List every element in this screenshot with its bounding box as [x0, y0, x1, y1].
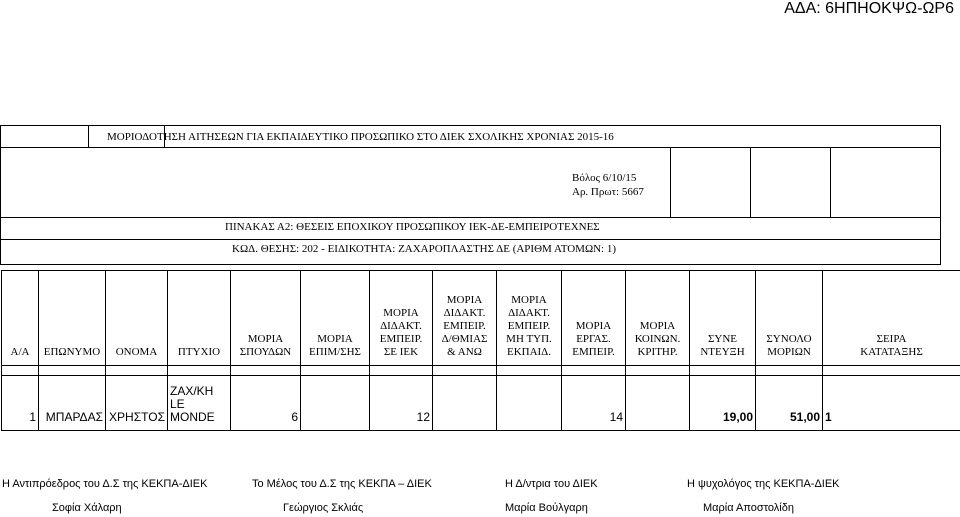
column-header: ΜΟΡΙΑ ΕΡΓΑΣ. ΕΜΠΕΙΡ.	[562, 271, 626, 366]
cell-teach-secondary	[433, 376, 497, 431]
cell-teach-iek: 12	[370, 376, 433, 431]
place-date: Βόλος 6/10/15	[572, 172, 637, 184]
header-rule	[0, 147, 941, 148]
header-divider	[670, 147, 671, 217]
column-header: ΕΠΩΝΥΜΟ	[39, 271, 106, 366]
document-title: ΜΟΡΙΟΔΟΤΗΣΗ ΑΙΤΗΣΕΩΝ ΓΙΑ ΕΚΠΑΙΔΕΥΤΙΚΟ ΠΡΟΣΩΠΙΚΟ ΣΤΟ ΔΙΕΚ ΣΧΟΛΙΚΗΣ ΧΡΟΝΙΑΣ 2015-16	[107, 131, 614, 143]
column-header: ΜΟΡΙΑ ΣΠΟΥΔΩΝ	[231, 271, 301, 366]
signature-role: Η Αντιπρόεδρος του Δ.Σ της ΚΕΚΠΑ-ΔΙΕΚ	[2, 478, 208, 490]
column-header: ΜΟΡΙΑ ΔΙΔΑΚΤ. ΕΜΠΕΙΡ. ΣΕ ΙΕΚ	[370, 271, 433, 366]
header-rule	[0, 217, 941, 218]
header-rule	[0, 239, 941, 240]
cell-teach-nonformal	[497, 376, 562, 431]
position-code: ΚΩΔ. ΘΕΣΗΣ: 202 - ΕΙΔΙΚΟΤΗΤΑ: ΖΑΧΑΡΟΠΛΑΣΤΗΣ ΔΕ (ΑΡΙΘΜ ΑΤΟΜΩΝ: 1)	[232, 243, 617, 255]
table-row	[2, 376, 960, 431]
header-rule	[0, 264, 941, 265]
header-divider	[830, 147, 831, 217]
column-header: ΣΥΝΟΛΟ ΜΟΡΙΩΝ	[756, 271, 823, 366]
header-divider	[750, 147, 751, 217]
signature-role: Η ψυχολόγος της ΚΕΚΠΑ-ΔΙΕΚ	[687, 478, 840, 490]
signature-name: Μαρία Βούλγαρη	[505, 502, 588, 514]
cell-studies: 6	[231, 376, 301, 431]
cell-rank: 1	[823, 376, 960, 431]
ranking-table	[1, 270, 960, 431]
spacer-row	[2, 366, 960, 376]
header-border-right	[940, 125, 941, 265]
column-header: ΠΤΥΧΙΟ	[168, 271, 231, 366]
cell-interview: 19,00	[690, 376, 756, 431]
signature-name: Γεώργιος Σκλιάς	[283, 502, 364, 514]
signature-name: Σοφία Χάλαρη	[52, 502, 122, 514]
cell-degree: ΖΑΧ/ΚΗ LE MONDE	[168, 376, 231, 431]
cell-name: ΧΡΗΣΤΟΣ	[106, 376, 168, 431]
cell-social	[626, 376, 690, 431]
cell-surname: ΜΠΑΡΔΑΣ	[39, 376, 106, 431]
table-header-row	[2, 271, 960, 366]
column-header: ΜΟΡΙΑ ΔΙΔΑΚΤ. ΕΜΠΕΙΡ. Δ/ΘΜΙΑΣ & ΑΝΩ	[433, 271, 497, 366]
ada-code: ΑΔΑ: 6ΗΠΗΟΚΨΩ-ΩΡ6	[784, 0, 954, 17]
column-header: ΣΥΝΕ ΝΤΕΥΞΗ	[690, 271, 756, 366]
cell-work-exp: 14	[562, 376, 626, 431]
protocol-number: Αρ. Πρωτ: 5667	[572, 186, 644, 198]
column-header: ΜΟΡΙΑ ΕΠΙΜ/ΣΗΣ	[301, 271, 370, 366]
signature-name: Μαρία Αποστολίδη	[703, 502, 794, 514]
column-header: ΜΟΡΙΑ ΔΙΔΑΚΤ. ΕΜΠΕΙΡ. ΜΗ ΤΥΠ. ΕΚΠΑΙΔ.	[497, 271, 562, 366]
header-border-left	[0, 125, 1, 265]
column-header: Α/Α	[2, 271, 39, 366]
signature-role: Η Δ/ντρια του ΔΙΕΚ	[505, 478, 598, 490]
header-divider	[88, 125, 89, 147]
cell-total: 51,00	[756, 376, 823, 431]
column-header: ΣΕΙΡΑ ΚΑΤΑΤΑΞΗΣ	[823, 271, 960, 366]
column-header: ΟΝΟΜΑ	[106, 271, 168, 366]
table-name: ΠΙΝΑΚΑΣ Α2: ΘΕΣΕΙΣ ΕΠΟΧΙΚΟΥ ΠΡΟΣΩΠΙΚΟΥ ΙΕΚ-ΔΕ-ΕΜΠΕΙΡΟΤΕΧΝΕΣ	[225, 221, 600, 233]
cell-aa: 1	[2, 376, 39, 431]
signature-role: Το Μέλος του Δ.Σ της ΚΕΚΠΑ – ΔΙΕΚ	[252, 478, 432, 490]
column-header: ΜΟΡΙΑ ΚΟΙΝΩΝ. ΚΡΙΤΗΡ.	[626, 271, 690, 366]
cell-training	[301, 376, 370, 431]
